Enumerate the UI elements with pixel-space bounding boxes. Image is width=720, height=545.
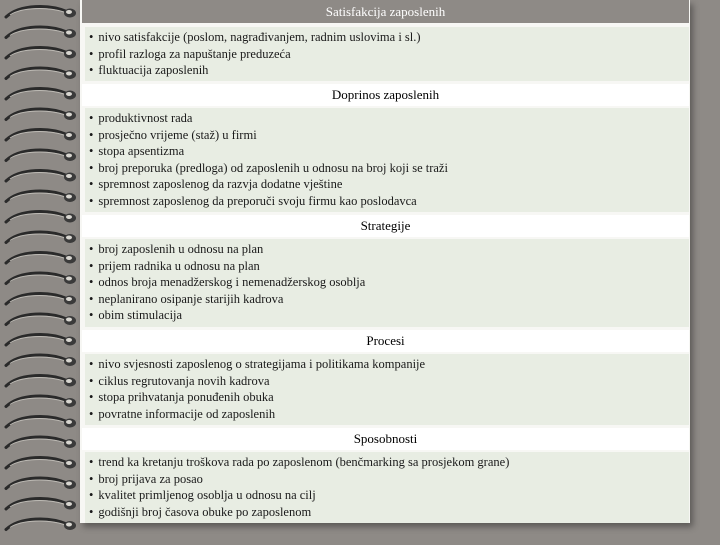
section-body-doprinos: [85, 108, 689, 212]
list-item: • broj preporuka (predloga) od zaposlenih u odnosu na broj koji se traži: [89, 160, 689, 177]
list-item: • ciklus regrutovanja novih kadrova: [89, 373, 689, 390]
intro-list: [85, 27, 689, 79]
binding-ring-icon: [6, 150, 76, 161]
binding-ring-icon: [6, 27, 76, 38]
spiral-binding: [0, 0, 80, 540]
binding-ring-icon: [6, 68, 76, 79]
binding-ring-icon: [6, 212, 76, 223]
binding-ring-icon: [6, 273, 76, 284]
binding-ring-icon: [6, 48, 76, 59]
binding-ring-icon: [6, 7, 76, 18]
binding-ring-icon: [6, 355, 76, 366]
list-item: • nivo svjesnosti zaposlenog o strategijama i politikama kompanije: [89, 356, 689, 373]
section-heading-doprinos: Doprinos zaposlenih: [82, 84, 689, 106]
list-item: • broj zaposlenih u odnosu na plan: [89, 241, 689, 258]
binding-ring-icon: [6, 191, 76, 202]
list-item: • stopa prihvatanja ponuđenih obuka: [89, 389, 689, 406]
list-item: • neplanirano osipanje starijih kadrova: [89, 291, 689, 308]
list-item: • kvalitet primljenog osoblja u odnosu na cilj: [89, 487, 689, 504]
binding-ring-icon: [6, 171, 76, 182]
section-heading-procesi: Procesi: [82, 330, 689, 352]
binding-ring-icon: [6, 89, 76, 100]
binding-ring-icon: [6, 294, 76, 305]
binding-ring-icon: [6, 253, 76, 264]
list-item: • obim stimulacija: [89, 307, 689, 324]
section-heading-strategije: Strategije: [82, 215, 689, 237]
binding-ring-icon: [6, 499, 76, 510]
section-body-strategije: [85, 239, 689, 327]
list-item: • stopa apsentizma: [89, 143, 689, 160]
binding-ring-icon: [6, 232, 76, 243]
list-item: • godišnji broj časova obuke po zaposlenom: [89, 504, 689, 521]
binding-ring-icon: [6, 335, 76, 346]
binding-ring-icon: [6, 458, 76, 469]
section-body-procesi: [85, 354, 689, 425]
list-item: • fluktuacija zaposlenih: [89, 62, 689, 79]
binding-ring-icon: [6, 376, 76, 387]
spiral-rings-icon: [0, 0, 80, 540]
list-item: • spremnost zaposlenog da preporuči svoju firmu kao poslodavca: [89, 193, 689, 210]
list-item: • broj prijava za posao: [89, 471, 689, 488]
binding-ring-icon: [6, 417, 76, 428]
section-heading-sposobnosti: Sposobnosti: [82, 428, 689, 450]
binding-ring-icon: [6, 130, 76, 141]
list-item: • produktivnost rada: [89, 110, 689, 127]
binding-ring-icon: [6, 519, 76, 530]
intro-section: [85, 27, 689, 81]
page-title: Satisfakcija zaposlenih: [82, 0, 689, 23]
list-item: • prosječno vrijeme (staž) u firmi: [89, 127, 689, 144]
list-item: • spremnost zaposlenog da razvja dodatne vještine: [89, 176, 689, 193]
binding-ring-icon: [6, 396, 76, 407]
section-body-sposobnosti: [85, 452, 689, 523]
list-item: • povratne informacije od zaposlenih: [89, 406, 689, 423]
list-item: • trend ka kretanju troškova rada po zaposlenom (benčmarking sa prosjekom grane): [89, 454, 689, 471]
binding-ring-icon: [6, 437, 76, 448]
binding-ring-icon: [6, 109, 76, 120]
list-item: • odnos broja menadžerskog i nemenadžerskog osoblja: [89, 274, 689, 291]
list-item: • profil razloga za napuštanje preduzeća: [89, 46, 689, 63]
binding-ring-icon: [6, 314, 76, 325]
binding-ring-icon: [6, 478, 76, 489]
list-item: • prijem radnika u odnosu na plan: [89, 258, 689, 275]
list-item: • nivo satisfakcije (poslom, nagrađivanjem, radnim uslovima i sl.): [89, 29, 689, 46]
